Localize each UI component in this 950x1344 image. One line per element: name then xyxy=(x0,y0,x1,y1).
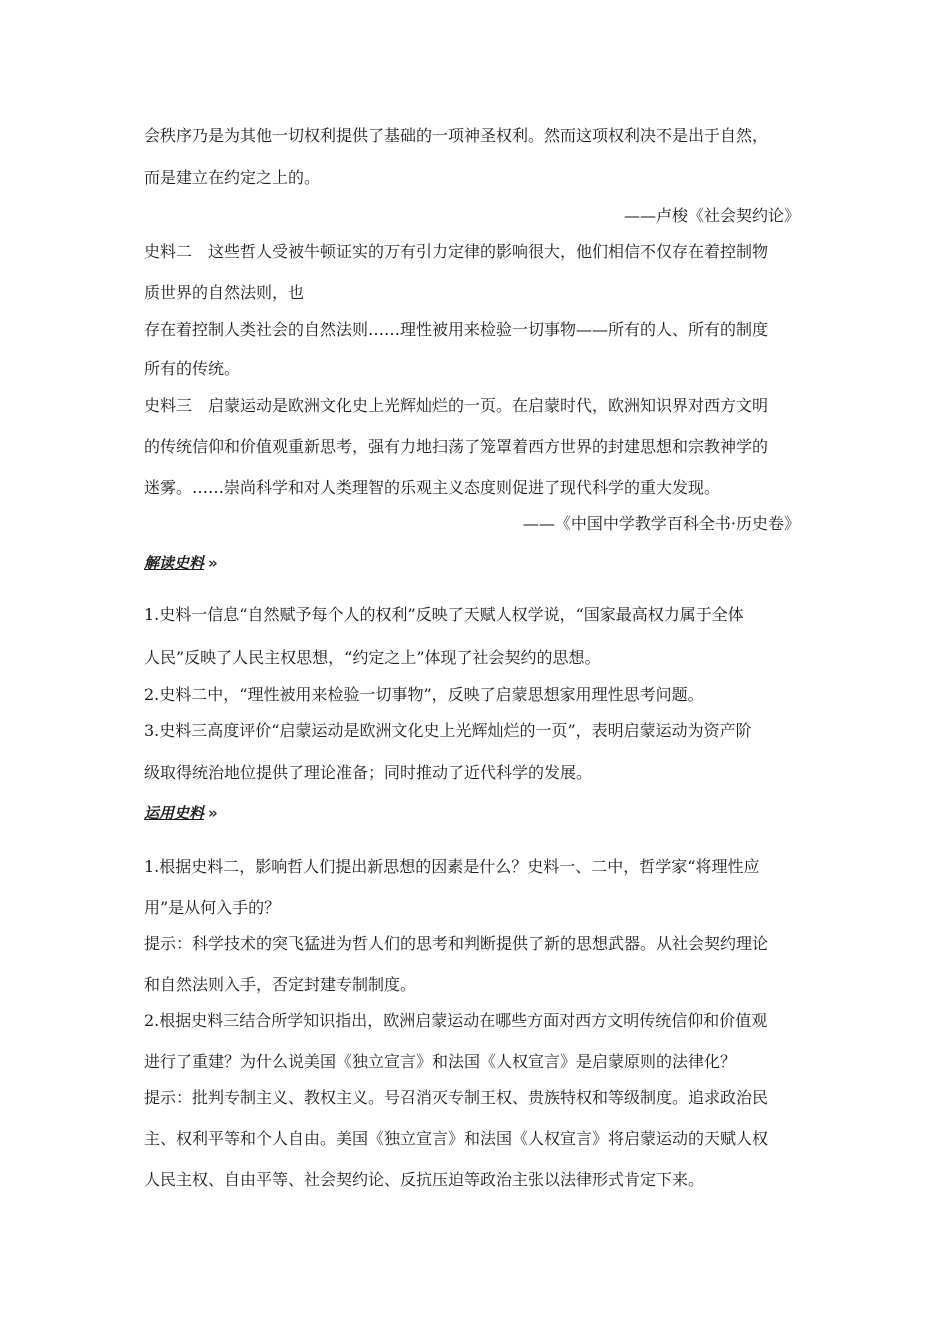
interpret-line: 级取得统治地位提供了理论准备；同时推动了近代科学的发展。 xyxy=(144,763,593,782)
interpret-heading xyxy=(144,553,215,573)
apply-line: 提示：批判专制主义、教权主义。号召消灭专制王权、贵族特权和等级制度。追求政治民 xyxy=(144,1088,769,1107)
source1-line: 而是建立在约定之上的。 xyxy=(144,168,321,187)
apply-heading xyxy=(144,803,215,823)
apply-line: 和自然法则入手，否定封建专制制度。 xyxy=(144,975,417,994)
source2-line: 所有的传统。 xyxy=(144,359,241,378)
interpret-heading-label: 解读史料 xyxy=(144,554,205,572)
interpret-line: 1.史料一信息“自然赋予每个人的权利”反映了天赋人权学说，“国家最高权力属于全体 xyxy=(144,605,744,624)
source3-attribution: ——《中国中学教学百科全书·历史卷》 xyxy=(522,514,800,533)
interpret-line: 3.史料三高度评价“启蒙运动是欧洲文化史上光辉灿烂的一页”，表明启蒙运动为资产阶 xyxy=(144,721,752,740)
double-chevron-icon: » xyxy=(208,554,215,572)
apply-line: 用”是从何入手的？ xyxy=(144,898,281,917)
apply-line: 提示：科学技术的突飞猛进为哲人们的思考和判断提供了新的思想武器。从社会契约理论 xyxy=(144,934,769,953)
source2-line: 存在着控制人类社会的自然法则……理性被用来检验一切事物——所有的人、所有的制度 xyxy=(144,320,769,339)
double-chevron-icon: » xyxy=(208,804,215,822)
source3-line: 的传统信仰和价值观重新思考，强有力地扫荡了笼罩着西方世界的封建思想和宗教神学的 xyxy=(144,437,769,456)
apply-line: 人民主权、自由平等、社会契约论、反抗压迫等政治主张以法律形式肯定下来。 xyxy=(144,1170,705,1189)
interpret-line: 2.史料二中，“理性被用来检验一切事物”，反映了启蒙思想家用理性思考问题。 xyxy=(144,685,704,704)
source2-line: 质世界的自然法则，也 xyxy=(144,283,305,302)
source1-attribution: ——卢梭《社会契约论》 xyxy=(623,206,800,225)
interpret-line: 人民”反映了人民主权思想，“约定之上”体现了社会契约的思想。 xyxy=(144,648,601,667)
apply-line: 1.根据史料二，影响哲人们提出新思想的因素是什么？史料一、二中，哲学家“将理性应 xyxy=(144,857,760,876)
source1-line: 会秩序乃是为其他一切权利提供了基础的一项神圣权利。然而这项权利决不是出于自然， xyxy=(144,126,769,145)
apply-line: 主、权利平等和个人自由。美国《独立宣言》和法国《人权宣言》将启蒙运动的天赋人权 xyxy=(144,1129,769,1148)
source2-line: 史料二 这些哲人受被牛顿证实的万有引力定律的影响很大，他们相信不仅存在着控制物 xyxy=(144,242,769,261)
source3-line: 迷雾。……崇尚科学和对人类理智的乐观主义态度则促进了现代科学的重大发现。 xyxy=(144,478,721,497)
source3-line: 史料三 启蒙运动是欧洲文化史上光辉灿烂的一页。在启蒙时代，欧洲知识界对西方文明 xyxy=(144,396,769,415)
apply-line: 进行了重建？为什么说美国《独立宣言》和法国《人权宣言》是启蒙原则的法律化？ xyxy=(144,1052,737,1071)
apply-heading-label: 运用史料 xyxy=(144,804,205,822)
apply-line: 2.根据史料三结合所学知识指出，欧洲启蒙运动在哪些方面对西方文明传统信仰和价值观 xyxy=(144,1011,768,1030)
